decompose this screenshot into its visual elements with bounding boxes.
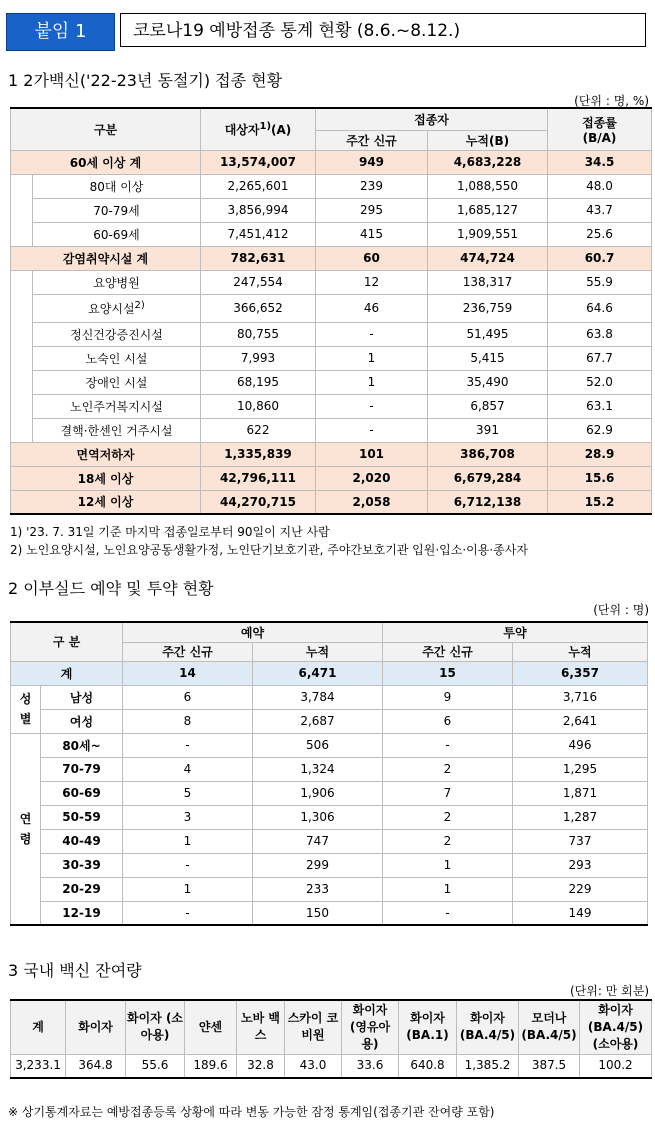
page-title: 코로나19 예방접종 통계 현황 (8.6.~8.12.) xyxy=(120,13,646,47)
section2-heading: 2 이부실드 예약 및 투약 현황 xyxy=(8,579,214,598)
footnote-1: 1) '23. 7. 31일 기준 마지막 접종일로부터 90일이 지난 사람 xyxy=(10,525,330,539)
header-cumulative: 누적(B) xyxy=(428,130,548,150)
table-vaccine-stock xyxy=(10,999,652,1079)
table-row: 계 14 6,471 15 6,357 xyxy=(11,661,648,685)
table-row: 60-69 5 1,906 7 1,871 xyxy=(11,781,648,805)
table-row: 70-79 4 1,324 2 1,295 xyxy=(11,757,648,781)
table-row: 감염취약시설 계 782,631 60 474,724 60.7 xyxy=(11,246,652,270)
header-a-cum: 누적 xyxy=(513,642,648,661)
header-category: 구 분 xyxy=(11,622,123,661)
header-reservation: 예약 xyxy=(123,622,383,642)
table-row: 20-29 1 233 1 229 xyxy=(11,877,648,901)
section3-unit: (단위: 만 회분) xyxy=(570,984,649,998)
header-weekly-new: 주간 신규 xyxy=(316,130,428,150)
sex-group-label: 성별 xyxy=(11,685,41,733)
section3-heading: 3 국내 백신 잔여량 xyxy=(8,961,142,980)
table-row: 30-39 - 299 1 293 xyxy=(11,853,648,877)
table-row: 70-79세 3,856,994 295 1,685,127 43.7 xyxy=(11,198,652,222)
table-row: 40-49 1 747 2 737 xyxy=(11,829,648,853)
table-row: 면역저하자 1,335,839 101 386,708 28.9 xyxy=(11,442,652,466)
section1-unit: (단위 : 명, %) xyxy=(574,94,649,108)
table-row: 60-69세 7,451,412 415 1,909,551 25.6 xyxy=(11,222,652,246)
table-vaccination xyxy=(10,107,652,515)
attachment-tag: 붙임 1 xyxy=(6,13,115,51)
stock-value-row: 3,233.1 364.8 55.6 189.6 32.8 43.0 33.6 640.8 1,385.2 387.5 100.2 xyxy=(11,1054,652,1078)
section2-unit: (단위 : 명) xyxy=(593,603,649,617)
table-row: 노숙인 시설 7,993 1 5,415 67.7 xyxy=(11,346,652,370)
table-row: 요양병원 247,554 12 138,317 55.9 xyxy=(11,270,652,294)
header-a-weekly: 주간 신규 xyxy=(383,642,513,661)
header-target: 대상자$^{1)}$(A) xyxy=(201,108,316,150)
stock-header-row: 계 화이자 화이자 (소아용) 얀센 노바 백스 스카이 코비원 화이자 (영유아용) 화이자 (BA.1) 화이자 (BA.4/5) 모더나 (BA.4/5) 화이자 (BA.4/5) (소아용) xyxy=(11,1000,652,1054)
header-vaccinated: 접종자 xyxy=(316,108,548,130)
table-row: 장애인 시설 68,195 1 35,490 52.0 xyxy=(11,370,652,394)
header-administration: 투약 xyxy=(383,622,648,642)
table-row: 노인주거복지시설 10,860 - 6,857 63.1 xyxy=(11,394,652,418)
section1-heading: 1 2가백신('22-23년 동절기) 접종 현황 xyxy=(8,71,283,90)
footnote-2: 2) 노인요양시설, 노인요양공동생활가정, 노인단기보호기관, 주야간보호기관 입원·입소·이용·종사자 xyxy=(10,543,528,557)
table-row: 60세 이상 계 13,574,007 949 4,683,228 34.5 xyxy=(11,150,652,174)
table-row: 80대 이상 2,265,601 239 1,088,550 48.0 xyxy=(11,174,652,198)
table-row: 요양시설$^{2)}$ 366,652 46 236,759 64.6 xyxy=(11,294,652,322)
header-rate: 접종률 (B/A) xyxy=(548,108,652,150)
header-category: 구분 xyxy=(11,108,201,150)
table-row: 50-59 3 1,306 2 1,287 xyxy=(11,805,648,829)
table-row: 여성 8 2,687 6 2,641 xyxy=(11,709,648,733)
table-row: 12-19 - 150 - 149 xyxy=(11,901,648,925)
header-r-weekly: 주간 신규 xyxy=(123,642,253,661)
table-row: 결핵·한센인 거주시설 622 - 391 62.9 xyxy=(11,418,652,442)
table-row: 12세 이상 44,270,715 2,058 6,712,138 15.2 xyxy=(11,490,652,514)
bottom-footnote: ※ 상기통계자료는 예방접종등록 상황에 따라 변동 가능한 잠정 통계임(접종기관 잔여량 포함) xyxy=(8,1105,495,1119)
header-r-cum: 누적 xyxy=(253,642,383,661)
age-group-label: 연령 xyxy=(11,733,41,925)
table-row: 18세 이상 42,796,111 2,020 6,679,284 15.6 xyxy=(11,466,652,490)
table-row: 연령 80세~ - 506 - 496 xyxy=(11,733,648,757)
table-row: 성별 남성 6 3,784 9 3,716 xyxy=(11,685,648,709)
table-row: 정신건강증진시설 80,755 - 51,495 63.8 xyxy=(11,322,652,346)
table-evusheld xyxy=(10,621,648,926)
